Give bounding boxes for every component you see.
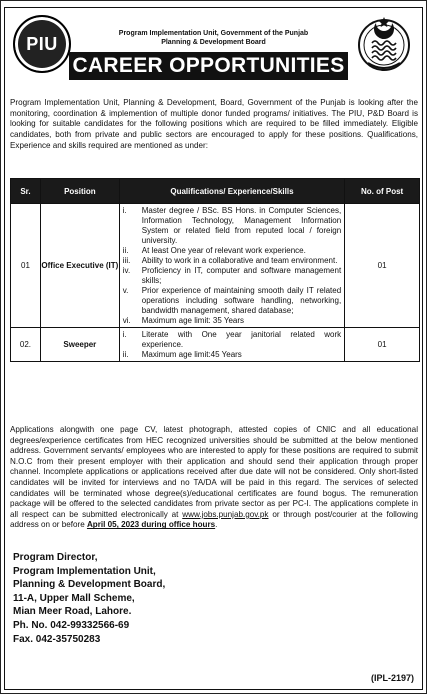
list-item: i. Master degree / BSc. BS Hons. in Computer Sciences, Information Technology, Management Information System or related field from reputed local / foreign university.	[122, 206, 342, 245]
contact-address	[13, 551, 165, 646]
phone-number: Ph. No. 042-99332566-69	[13, 619, 130, 631]
list-item: iv. Proficiency in IT, computer and software management skills;	[122, 266, 342, 285]
ad-reference: (IPL-2197)	[370, 673, 414, 683]
row-qualifications	[119, 204, 344, 328]
col-header-sr: Sr.	[11, 179, 41, 204]
list-item: ii. Maximum age limit:45 Years	[122, 350, 242, 359]
deadline: April 05, 2023 during office hours	[86, 520, 216, 530]
table-row	[11, 328, 420, 362]
address-line: Program Implementation Unit,	[13, 565, 156, 577]
col-header-posts: No. of Post	[345, 179, 420, 204]
address-line: Program Director,	[13, 552, 98, 563]
positions-table	[10, 178, 420, 362]
row-posts: 01	[345, 328, 420, 362]
row-sr: 02.	[11, 328, 41, 362]
list-item: v. Prior experience of maintaining smooth daily IT related operations including software handling, networking, bandwidth management, shared database;	[122, 286, 342, 315]
intro-paragraph: Program Implementation Unit, Planning & Development, Board, Government of the Punjab is looking after the monitoring, coordination & implemention of multiple donor funded programs/ initiatives. The PIU, P&D Board is looking for suitable candidates for the following positions which are required to be filled immediately. Eligible candidates, both from private and public sectors are encouraged to apply for these positions. Qualifications, Experience and skills required are mentioned as under:	[10, 98, 418, 150]
list-item: vi. Maximum age limit: 35 Years	[122, 316, 245, 325]
list-item: ii. At least One year of relevant work experience.	[122, 246, 306, 255]
jobs-portal-link[interactable]: www.jobs.punjab.gov.pk	[182, 509, 269, 519]
org-name: Program Implementation Unit, Government of the Punjab	[118, 30, 309, 37]
row-qualifications	[119, 328, 344, 362]
table-header-row	[11, 179, 420, 204]
punjab-seal-icon	[354, 13, 414, 73]
col-header-position: Position	[40, 179, 119, 204]
list-item: i. Literate with One year janitorial related work experience.	[122, 330, 342, 349]
address-line: Planning & Development Board,	[13, 579, 166, 591]
instructions-paragraph: Applications alongwith one page CV, latest photograph, attested copies of CNIC and all educational degrees/experience certificates from HEC recognized universities should be submitted at the below mentioned address. Government servants/ employees who are interested to apply for these positions are required to submit N.O.C from their present employer with their application and should send their application through proper channel. Incomplete applications or applications received after due date will not be considered. Only short-listed candidates will be invited for interviews and no TA/DA will be paid in this regard. The services of selected candidates will be terminated whose degree(s)/educational certificates are found bogus. The remuneration package will be offered to the selected candidates from private sector as per PC-I. The applications complete in all respect can be submitted electronically at www.jobs.punjab.gov.pk or through post/courier at the following address on or before April 05, 2023 during office hours.	[10, 425, 418, 530]
list-item: iii. Ability to work in a collaborative and team environment.	[122, 256, 338, 265]
org-board: Planning & Development Board	[161, 39, 266, 46]
page-title: CAREER OPPORTUNITIES	[69, 52, 348, 80]
address-line: Mian Meer Road, Lahore.	[13, 606, 132, 618]
address-line: 11-A, Upper Mall Scheme,	[13, 592, 135, 604]
top-cut-strip	[1, 1, 426, 6]
table-row	[11, 204, 420, 328]
row-position: Sweeper	[40, 328, 119, 362]
row-position: Office Executive (IT)	[40, 204, 119, 328]
col-header-qualifications: Qualifications/ Experience/Skills	[119, 179, 344, 204]
row-posts: 01	[345, 204, 420, 328]
piu-logo: PIU	[13, 15, 71, 73]
ad-header	[7, 11, 420, 95]
row-sr: 01	[11, 204, 41, 328]
fax-number: Fax. 042-35750283	[13, 633, 101, 645]
